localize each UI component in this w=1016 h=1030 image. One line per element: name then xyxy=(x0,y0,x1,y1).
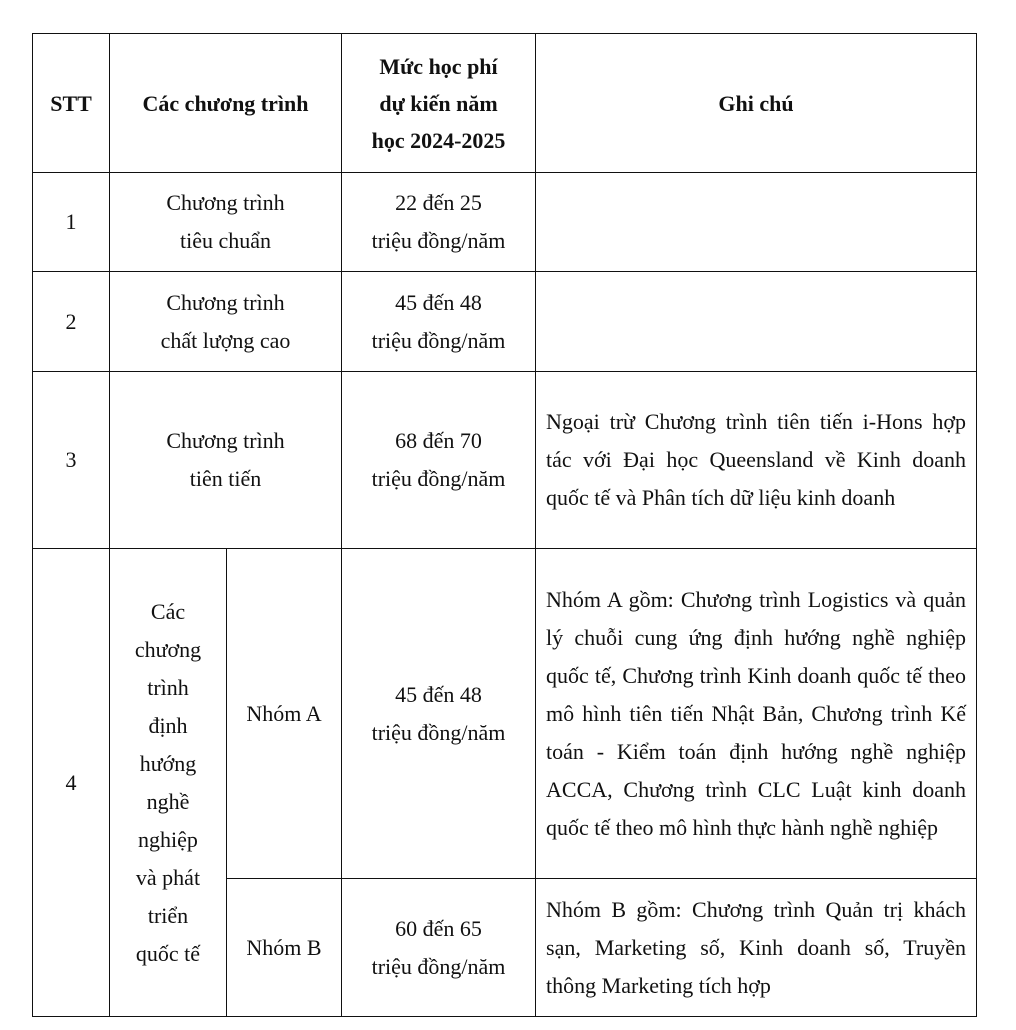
header-row xyxy=(33,34,977,173)
fee-line2: triệu đồng/năm xyxy=(371,466,506,491)
row-note: Nhóm A gồm: Chương trình Logistics và quản lý chuỗi cung ứng định hướng nghề nghiệp quốc tế, Chương trình Kinh doanh quốc tế theo mô hình tiên tiến Nhật Bản, Chương trình Kế toán - Kiểm toán định hướng nghề nghiệp ACCA, Chương trình CLC Luật kinh doanh quốc tế theo mô hình thực hành nghề nghiệp xyxy=(536,549,977,879)
row-fee xyxy=(342,879,536,1017)
header-stt: STT xyxy=(33,34,110,173)
header-note: Ghi chú xyxy=(536,34,977,173)
tuition-table xyxy=(32,33,977,1017)
table-row xyxy=(33,549,977,879)
table-row xyxy=(33,173,977,272)
fee-line1: 60 đến 65 xyxy=(395,915,482,941)
group-name: Nhóm B xyxy=(227,879,342,1017)
program-line2: tiên tiến xyxy=(189,466,262,491)
program-line: quốc tế xyxy=(135,940,201,966)
fee-line1: 45 đến 48 xyxy=(395,289,482,315)
row-stt: 2 xyxy=(33,272,110,372)
fee-line1: 45 đến 48 xyxy=(395,681,482,707)
table-row xyxy=(33,272,977,372)
header-fee-line2: dự kiến năm xyxy=(379,90,498,116)
row-stt: 4 xyxy=(33,549,110,1017)
header-program: Các chương trình xyxy=(110,34,342,173)
program-line: triển xyxy=(147,902,189,928)
program-line1: Chương trình xyxy=(166,190,285,215)
row-program-group-title xyxy=(110,549,227,1017)
row-fee xyxy=(342,173,536,272)
program-line: nghiệp xyxy=(138,826,198,852)
row-fee xyxy=(342,272,536,372)
row-program xyxy=(110,372,342,549)
header-fee-line1: Mức học phí xyxy=(379,53,498,79)
program-line: hướng xyxy=(139,750,197,776)
table-row xyxy=(33,372,977,549)
row-stt: 1 xyxy=(33,173,110,272)
fee-line2: triệu đồng/năm xyxy=(371,719,506,745)
row-program xyxy=(110,272,342,372)
program-line: trình xyxy=(147,674,189,700)
row-stt: 3 xyxy=(33,372,110,549)
fee-line1: 22 đến 25 xyxy=(395,190,482,215)
program-line: Các xyxy=(150,598,186,624)
fee-line2: triệu đồng/năm xyxy=(371,228,506,253)
program-line: chương xyxy=(134,636,202,662)
row-fee xyxy=(342,549,536,879)
row-note: Nhóm B gồm: Chương trình Quản trị khách sạn, Marketing số, Kinh doanh số, Truyền thông Marketing tích hợp xyxy=(536,879,977,1017)
row-fee xyxy=(342,372,536,549)
program-line2: chất lượng cao xyxy=(160,327,291,353)
program-line: và phát xyxy=(135,864,201,890)
program-line: nghề xyxy=(146,788,190,814)
row-note xyxy=(536,173,977,272)
program-line1: Chương trình xyxy=(166,428,285,453)
header-fee-line3: học 2024-2025 xyxy=(371,127,506,153)
fee-line1: 68 đến 70 xyxy=(395,428,482,453)
fee-line2: triệu đồng/năm xyxy=(371,327,506,353)
program-line2: tiêu chuẩn xyxy=(179,228,272,253)
row-note xyxy=(536,272,977,372)
header-fee xyxy=(342,34,536,173)
row-program xyxy=(110,173,342,272)
group-name: Nhóm A xyxy=(227,549,342,879)
fee-line2: triệu đồng/năm xyxy=(371,953,506,979)
program-line: định xyxy=(148,712,188,738)
row-note: Ngoại trừ Chương trình tiên tiến i-Hons hợp tác với Đại học Queensland về Kinh doanh quốc tế và Phân tích dữ liệu kinh doanh xyxy=(536,372,977,549)
program-line1: Chương trình xyxy=(166,289,285,315)
